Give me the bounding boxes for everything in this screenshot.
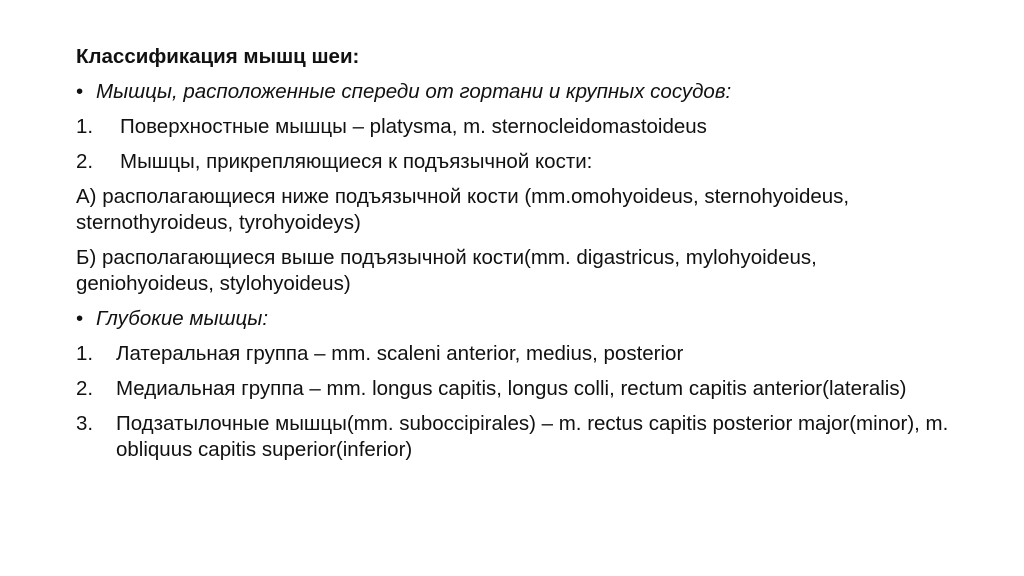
list-item [76, 376, 956, 402]
section-deep-heading [76, 306, 956, 332]
list-item-number: 2. [76, 377, 94, 400]
list-item-number: 3. [76, 412, 94, 435]
list-item-text: Медиальная группа – mm. longus capitis, longus colli, rectum capitis anterior(lateralis) [116, 377, 907, 400]
list-item-text: Подзатылочные мышцы(mm. suboccipirales) – m. rectus capitis posterior major(minor), m. obliquus capitis superior(inferior) [116, 412, 949, 461]
list-item [76, 411, 956, 463]
list-item-number: 1. [76, 115, 94, 138]
list-item-number: 1. [76, 342, 94, 365]
bullet-mark: • [76, 80, 84, 103]
list-item [76, 149, 956, 175]
section-deep-label: Глубокие мышцы: [96, 307, 269, 330]
bullet-mark: • [76, 307, 84, 330]
subgroup-b: Б) располагающиеся выше подъязычной кости(mm. digastricus, mylohyoideus, geniohyoideus, stylohyoideus) [76, 246, 817, 295]
section-anterior-label: Мышцы, расположенные спереди от гортани и крупных сосудов: [96, 80, 732, 103]
list-item [76, 114, 956, 140]
section-anterior-heading [76, 79, 956, 105]
list-item-text: Поверхностные мышцы – platysma, m. sternocleidomastoideus [120, 115, 707, 138]
list-item-text: Латеральная группа – mm. scaleni anterior, medius, posterior [116, 342, 684, 365]
subgroup-a: А) располагающиеся ниже подъязычной кости (mm.omohyoideus, sternohyoideus, sternothyroideus, tyrohyoideys) [76, 185, 850, 234]
slide-content [76, 44, 956, 472]
list-item-number: 2. [76, 150, 94, 173]
list-item [76, 341, 956, 367]
list-item-text: Мышцы, прикрепляющиеся к подъязычной кости: [120, 150, 593, 173]
slide-title: Классификация мышц шеи: [76, 45, 360, 68]
